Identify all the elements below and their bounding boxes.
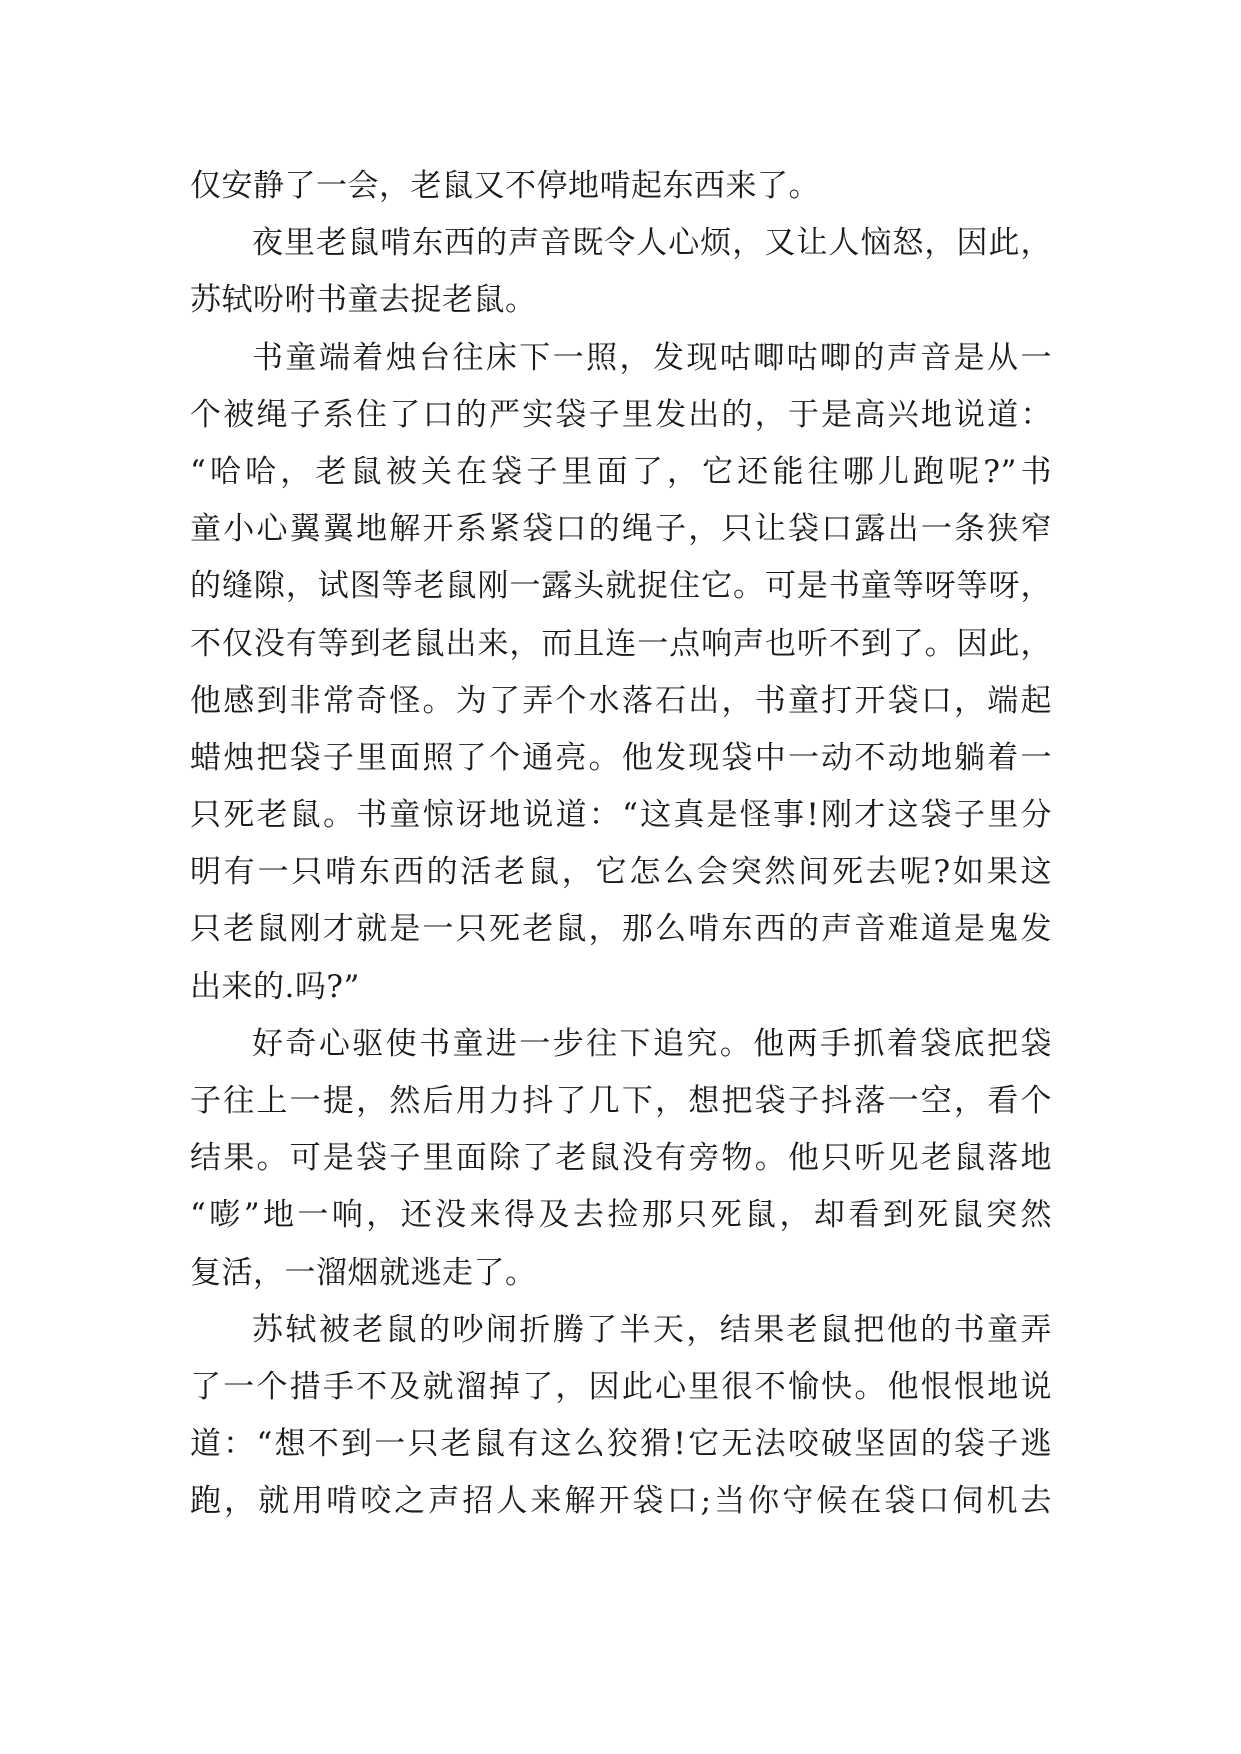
text-line: 苏轼被老鼠的吵闹折腾了半天，结果老鼠把他的书童弄 xyxy=(252,1311,1052,1348)
text-line: 苏轼吩咐书童去捉老鼠。 xyxy=(190,282,537,319)
text-line: “哈哈，老鼠被关在袋子里面了，它还能往哪儿跑呢?”书 xyxy=(190,453,1052,490)
text-line: 道：“想不到一只老鼠有这么狡猾!它无法咬破坚固的袋子逃 xyxy=(190,1426,1052,1463)
text-line: 出来的.吗?” xyxy=(190,968,360,1005)
text-line: 他感到非常奇怪。为了弄个水落石出，书童打开袋口，端起 xyxy=(190,682,1052,719)
text-line: 复活，一溜烟就逃走了。 xyxy=(190,1254,537,1291)
text-line: “嘭”地一响，还没来得及去捡那只死鼠，却看到死鼠突然 xyxy=(190,1197,1052,1234)
text-line: 不仅没有等到老鼠出来，而且连一点响声也听不到了。因此， xyxy=(190,625,1052,662)
text-line: 只老鼠刚才就是一只死老鼠，那么啃东西的声音难道是鬼发 xyxy=(190,911,1052,948)
text-line: 个被绳子系住了口的严实袋子里发出的，于是高兴地说道： xyxy=(190,396,1052,433)
text-line: 跑，就用啃咬之声招人来解开袋口;当你守候在袋口伺机去 xyxy=(190,1483,1052,1520)
body-text xyxy=(190,158,1052,1531)
text-line: 仅安静了一会，老鼠又不停地啃起东西来了。 xyxy=(190,168,820,204)
text-line: 子往上一提，然后用力抖了几下，想把袋子抖落一空，看个 xyxy=(190,1083,1052,1119)
text-line: 书童端着烛台往床下一照，发现咕唧咕唧的声音是从一 xyxy=(252,339,1052,376)
text-line: 只死老鼠。书童惊讶地说道：“这真是怪事!刚才这袋子里分 xyxy=(190,797,1052,834)
text-line: 夜里老鼠啃东西的声音既令人心烦，又让人恼怒，因此， xyxy=(252,225,1052,262)
text-line: 结果。可是袋子里面除了老鼠没有旁物。他只听见老鼠落地 xyxy=(190,1140,1052,1177)
text-line: 蜡烛把袋子里面照了个通亮。他发现袋中一动不动地躺着一 xyxy=(190,739,1052,776)
text-line: 好奇心驱使书童进一步往下追究。他两手抓着袋底把袋 xyxy=(252,1025,1052,1062)
text-line: 明有一只啃东西的活老鼠，它怎么会突然间死去呢?如果这 xyxy=(190,854,1052,891)
text-line: 童小心翼翼地解开系紧袋口的绳子，只让袋口露出一条狭窄 xyxy=(190,511,1052,548)
text-line: 了一个措手不及就溜掉了，因此心里很不愉快。他恨恨地说 xyxy=(190,1368,1052,1405)
text-line: 的缝隙，试图等老鼠刚一露头就捉住它。可是书童等呀等呀， xyxy=(190,568,1052,605)
